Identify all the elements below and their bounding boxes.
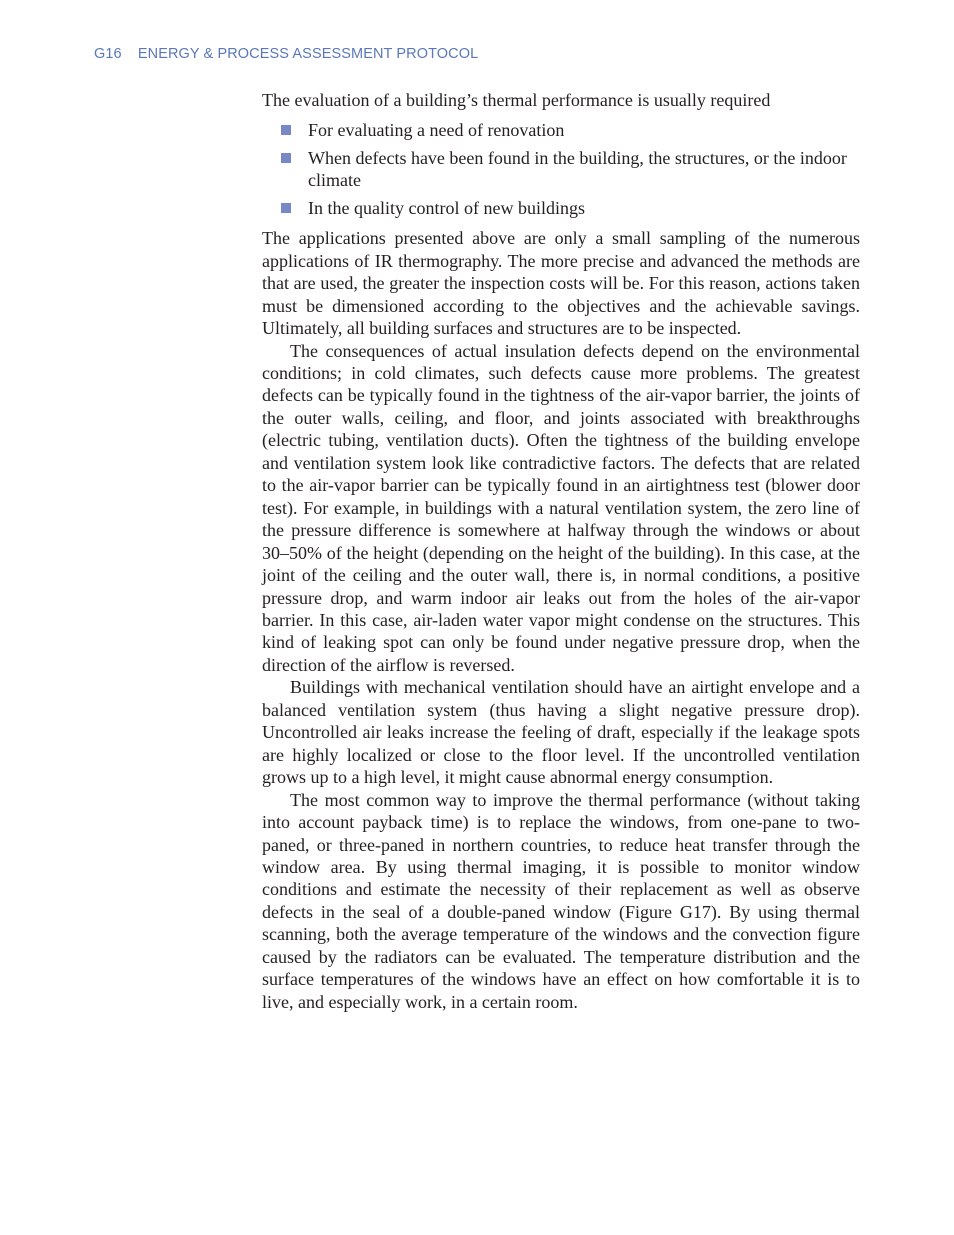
list-item-text: When defects have been found in the building, the structures, or the indoor climate bbox=[308, 147, 847, 191]
paragraph: The consequences of actual insulation defects depend on the environmental conditions; in cold climates, such defects cause more problems. The greatest defects can be typically found in the tightness of the air-vapor barrier, the joints of the outer walls, ceiling, and floor, and joints associated with breakthroughs (electric tubing, ventilation ducts). Often the tightness of the building envelope and ventilation system look like contradictive factors. The defects that are related to the air-vapor barrier can be typically found in an airtightness test (blower door test). For example, in buildings with a natural ventilation system, the zero line of the pressure difference is somewhere at halfway through the windows or about 30–50% of the height (depending on the height of the building). In this case, at the joint of the ceiling and the outer wall, there is, in normal conditions, a positive pressure drop, and warm indoor air leaks out from the holes of the air-vapor barrier. In this case, air-laden water vapor might condense on the structures. This kind of leaking spot can only be found under negative pressure drop, when the direction of the airflow is reversed. bbox=[262, 340, 860, 675]
list-item-text: For evaluating a need of renovation bbox=[308, 120, 565, 141]
intro-sentence: The evaluation of a building’s thermal performance is usually required bbox=[262, 90, 771, 110]
square-bullet-icon bbox=[281, 153, 291, 163]
running-head bbox=[94, 46, 478, 62]
list-item bbox=[262, 147, 860, 192]
paragraph: Buildings with mechanical ventilation should have an airtight envelope and a balanced ventilation system (thus having a slight negative pressure drop). Uncontrolled air leaks increase the feeling of draft, especially if the leakage spots are highly localized or close to the floor level. If the uncontrolled ventilation grows up to a high level, it might cause abnormal energy consumption. bbox=[262, 677, 860, 788]
page-number: G16 bbox=[94, 46, 122, 62]
list-item bbox=[262, 119, 860, 141]
paragraph: The most common way to improve the thermal performance (without taking into account payback time) is to replace the windows, from one-pane to two-paned, or three-paned in northern countries, to reduce heat transfer through the window area. By using thermal imaging, it is possible to monitor window conditions and estimate the necessity of their replacement as well as observe defects in the seal of a double-paned window (Figure G17). By using thermal scanning, both the average temperature of the windows and the convection figure caused by the radiators can be evaluated. The temperature distribution and the surface temperatures of the windows have an effect on how comfortable it is to live, and especially work, in a certain room. bbox=[262, 789, 860, 1012]
bullet-list bbox=[262, 119, 860, 219]
square-bullet-icon bbox=[281, 125, 291, 135]
body-text bbox=[262, 89, 860, 1013]
running-head-title: ENERGY & PROCESS ASSESSMENT PROTOCOL bbox=[137, 46, 479, 62]
square-bullet-icon bbox=[281, 203, 291, 213]
list-item-text: In the quality control of new buildings bbox=[308, 197, 585, 218]
list-item bbox=[262, 197, 860, 219]
paragraph: The applications presented above are only a small sampling of the numerous applications of IR thermography. The more precise and advanced the methods are that are used, the greater the inspection costs will be. For this reason, actions taken must be dimensioned according to the objectives and the achievable savings. Ultimately, all building surfaces and structures are to be inspected. bbox=[262, 228, 860, 339]
